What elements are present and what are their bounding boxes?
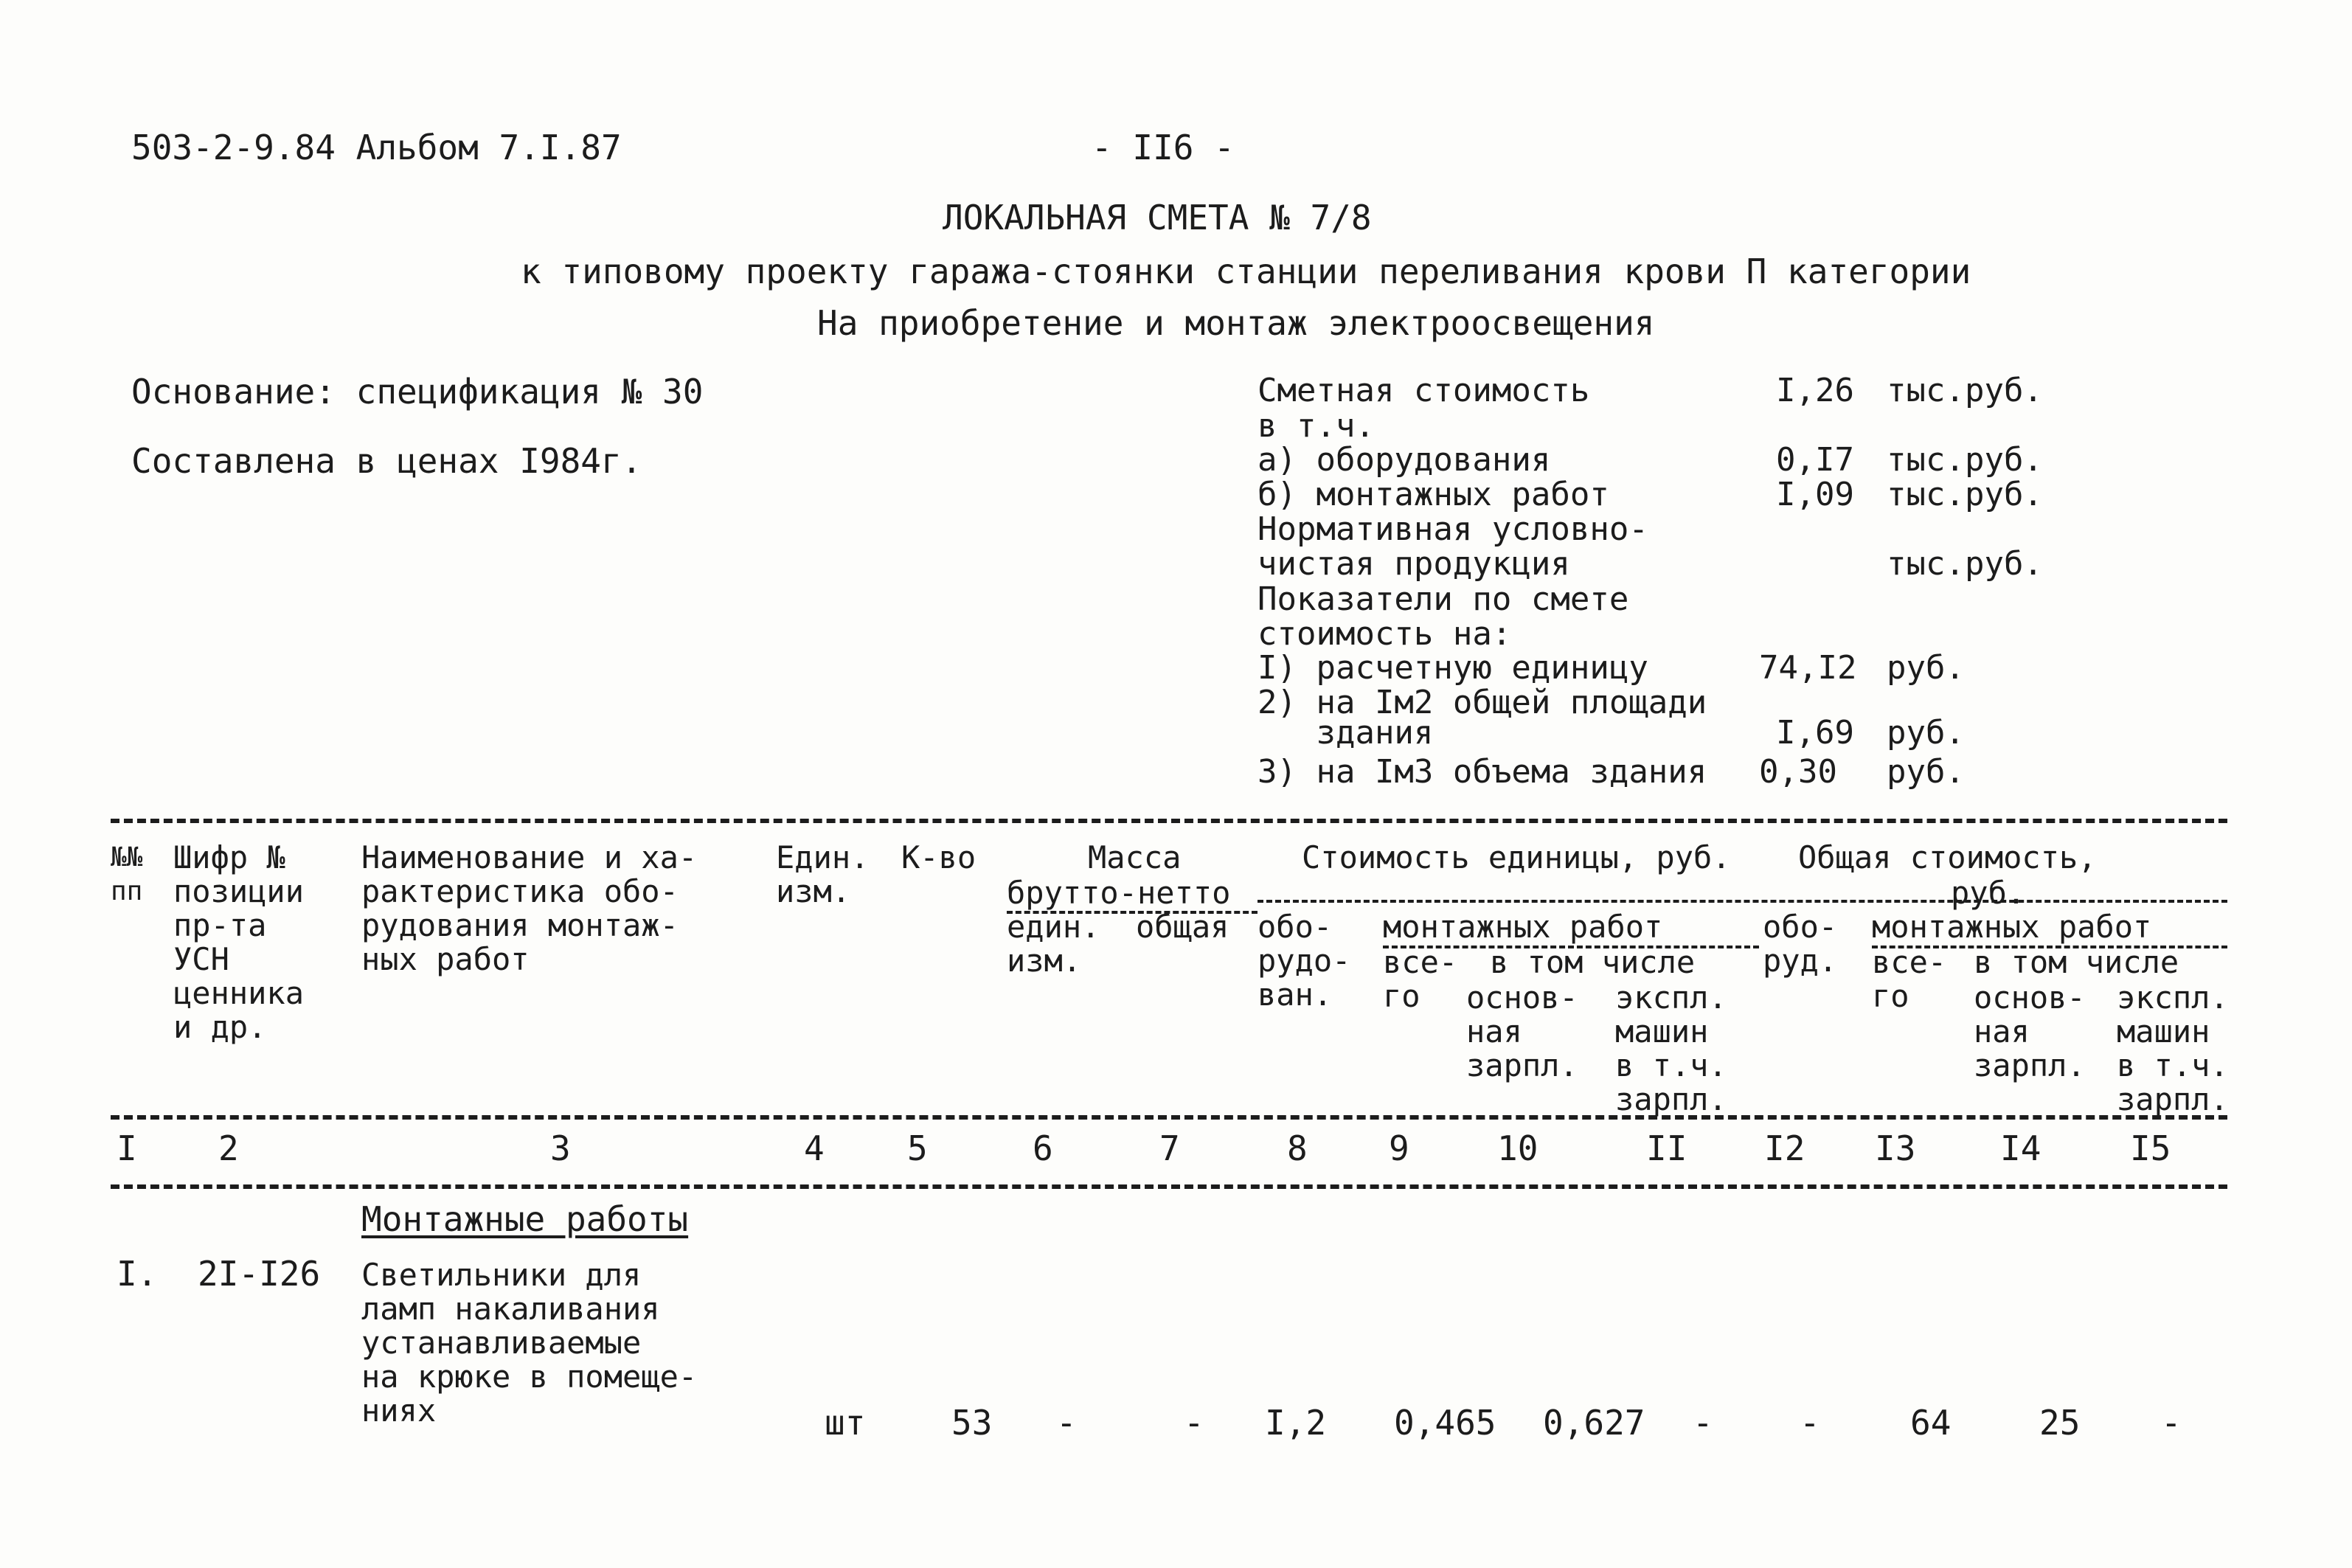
row-cost-mont-mach: - (1693, 1403, 1713, 1443)
header-mass-title: Масса (1088, 839, 1182, 875)
header-col-1: №№ пп (111, 842, 143, 906)
summary-value: 74,I2 (1759, 649, 1857, 687)
table-rule-top (111, 819, 2227, 823)
header-mont-title: монтажных работ (1383, 909, 1663, 945)
summary-value: 0,30 (1759, 753, 1837, 791)
basis-prices: Составлена в ценах I984г. (131, 441, 642, 481)
row-cost-mont-total: 0,465 (1394, 1403, 1496, 1443)
document-subtitle-2: На приобретение и монтаж электроосвещения (817, 303, 1655, 343)
summary-label: а) оборудования (1257, 441, 1551, 479)
document-code: 503-2-9.84 Альбом 7.I.87 (131, 128, 622, 167)
column-number: 10 (1497, 1128, 1538, 1168)
summary-label: в т.ч. (1257, 407, 1375, 445)
row-code: 2I-I26 (198, 1254, 321, 1294)
header-col-15: экспл. машин в т.ч. зарпл. (2117, 979, 2229, 1117)
summary-label: 2) на Iм2 общей площади (1257, 684, 1707, 721)
row-cost-mont-wage: 0,627 (1543, 1403, 1645, 1443)
summary-label: Нормативная условно- (1257, 510, 1648, 548)
summary-value: I,26 (1776, 372, 1854, 409)
summary-label: I) расчетную единицу (1257, 649, 1648, 687)
basis-specification: Основание: спецификация № 30 (131, 372, 704, 412)
summary-value: I,09 (1776, 476, 1854, 513)
header-cost-rule (1257, 900, 2227, 903)
row-total-mont-total: 64 (1910, 1403, 1952, 1443)
column-number: 3 (550, 1128, 571, 1168)
column-number: 8 (1287, 1128, 1308, 1168)
row-cost-equip: I,2 (1265, 1403, 1327, 1443)
summary-unit: тыс.руб. (1887, 441, 2043, 479)
header-total-cost-title: Общая стоимость, (1798, 839, 2097, 875)
section-title: Монтажные работы (361, 1199, 689, 1239)
row-qty: 53 (951, 1403, 993, 1443)
header-col-9: все- го (1383, 944, 1458, 1014)
summary-label: здания (1257, 714, 1434, 752)
header-col-12: обо- руд. (1763, 909, 1838, 979)
column-number: 4 (804, 1128, 825, 1168)
column-number: I4 (2000, 1128, 2041, 1168)
header-col-4: Един. изм. (776, 839, 870, 909)
summary-label: чистая продукция (1257, 545, 1570, 583)
summary-label: Сметная стоимость (1257, 372, 1590, 409)
summary-unit: тыс.руб. (1887, 476, 2043, 513)
column-number: 5 (907, 1128, 928, 1168)
summary-unit: тыс.руб. (1887, 545, 2043, 583)
row-name: Светильники для ламп накаливания устанавливаемые на крюке в помеще- ниях (361, 1257, 698, 1429)
header-col-13: все- го (1872, 944, 1947, 1014)
row-mass-total: - (1184, 1403, 1204, 1443)
table-rule-header-bottom (111, 1115, 2227, 1120)
column-number: I (117, 1128, 137, 1168)
summary-unit: тыс.руб. (1887, 372, 2043, 409)
header-incl-title-2: в том числе (1974, 944, 2179, 980)
summary-label: Показатели по смете (1257, 580, 1629, 618)
header-col-14: основ- ная зарпл. (1974, 979, 2086, 1083)
header-col-3: Наименование и ха- рактеристика обо- рудования монтаж- ных работ (361, 839, 698, 977)
header-col-7: общая (1136, 909, 1229, 945)
summary-label: б) монтажных работ (1257, 476, 1609, 513)
column-number: 7 (1159, 1128, 1180, 1168)
header-unit-cost-title: Стоимость единицы, руб. (1302, 839, 1731, 875)
column-number: II (1646, 1128, 1687, 1168)
summary-label: 3) на Iм3 объема здания (1257, 753, 1707, 791)
column-number: I2 (1764, 1128, 1805, 1168)
table-rule-numbers-bottom (111, 1184, 2227, 1189)
row-mass-unit: - (1056, 1403, 1077, 1443)
column-number: I5 (2130, 1128, 2171, 1168)
column-number: 6 (1033, 1128, 1053, 1168)
row-total-mont-wage: 25 (2039, 1403, 2081, 1443)
column-number: I3 (1875, 1128, 1916, 1168)
summary-value: I,69 (1776, 714, 1854, 752)
summary-unit: руб. (1887, 649, 1965, 687)
header-col-8: обо- рудо- ван. (1257, 909, 1351, 1013)
row-total-equip: - (1800, 1403, 1820, 1443)
document-subtitle: к типовому проекту гаража-стоянки станции переливания крови П категории (521, 251, 1971, 291)
summary-unit: руб. (1887, 753, 1965, 791)
row-total-mont-mach: - (2161, 1403, 2182, 1443)
row-unit: шт (825, 1403, 866, 1443)
header-col-6: един. изм. (1007, 909, 1100, 979)
header-col-5: К-во (901, 839, 976, 875)
summary-unit: руб. (1887, 714, 1965, 752)
column-number: 2 (218, 1128, 239, 1168)
header-col-11: экспл. машин в т.ч. зарпл. (1615, 979, 1727, 1117)
summary-value: 0,I7 (1776, 441, 1854, 479)
header-mont-title-2: монтажных работ (1872, 909, 2152, 945)
summary-label: стоимость на: (1257, 615, 1512, 653)
header-mass-sub: брутто-нетто (1007, 875, 1231, 911)
header-incl-title: в том числе (1490, 944, 1696, 980)
row-number: I. (117, 1254, 158, 1294)
column-number: 9 (1389, 1128, 1409, 1168)
header-col-2: Шифр № позиции пр-та УСН ценника и др. (173, 839, 305, 1045)
header-col-10: основ- ная зарпл. (1466, 979, 1578, 1083)
page-number: - II6 - (1092, 128, 1235, 167)
header-total-cost-unit: руб. (1951, 875, 2026, 911)
document-title: ЛОКАЛЬНАЯ СМЕТА № 7/8 (943, 198, 1372, 237)
